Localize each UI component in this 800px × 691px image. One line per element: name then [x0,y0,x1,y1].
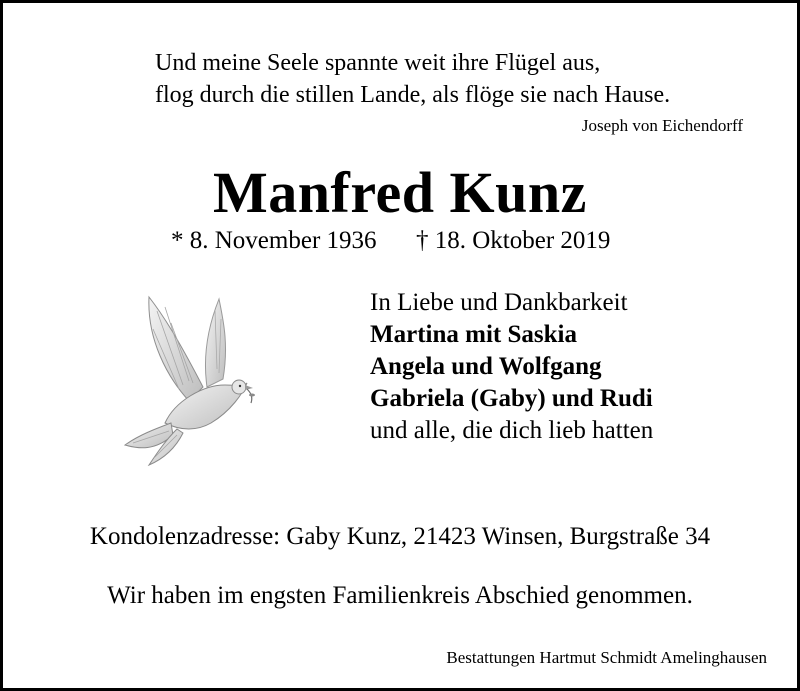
funeral-home: Bestattungen Hartmut Schmidt Amelinghausen [446,648,767,667]
mourner-name: Gabriela (Gaby) und Rudi [370,385,653,412]
poem-line-1: Und meine Seele spannte weit ihre Flügel aus, [155,50,601,76]
family-closing: und alle, die dich lieb hatten [370,417,654,444]
family-intro: In Liebe und Dankbarkeit [370,289,628,316]
condolence-address: Kondolenzadresse: Gaby Kunz, 21423 Winsen, Burgstraße 34 [89,523,711,550]
mourner-name: Angela und Wolfgang [370,353,602,380]
dove-icon [119,289,261,471]
farewell-notice: Wir haben im engsten Familienkreis Abschied genommen. [107,582,693,609]
birth-date: * 8. November 1936 [171,227,377,254]
death-date: † 18. Oktober 2019 [416,227,611,254]
poem-line-2: flog durch die stillen Lande, als flöge sie nach Hause. [155,82,671,108]
poem-author: Joseph von Eichendorff [581,116,743,135]
deceased-name: Manfred Kunz [213,160,587,225]
mourner-name: Martina mit Saskia [370,321,577,348]
